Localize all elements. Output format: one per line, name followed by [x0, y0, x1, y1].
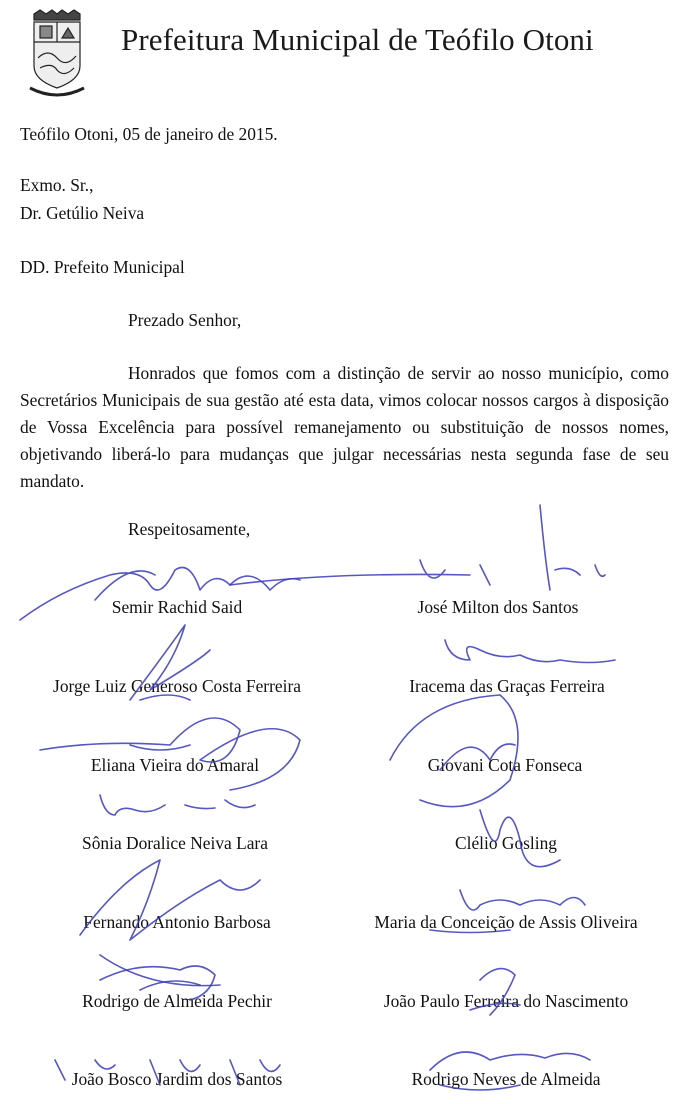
signatory-name: João Paulo Ferreira do Nascimento	[383, 991, 629, 1011]
signatory-name: Rodrigo de Almeida Pechir	[82, 991, 272, 1011]
signature-eliana	[40, 718, 300, 790]
signatory-name: Eliana Vieira do Amaral	[90, 755, 260, 775]
signatory-name: Rodrigo Neves de Almeida	[411, 1069, 601, 1089]
signatory-name: José Milton dos Santos	[417, 597, 579, 617]
signatory-name: Clélio Gosling	[455, 833, 557, 853]
letter-body: Honrados que fomos com a distinção de servir ao nosso município, como Secretários Municipais de sua gestão até esta data, vimos colocar nossos cargos à disposição de Vossa Excelência para possível remanejamento ou substituição de nossos nomes, objetivando liberá-lo para mudanças que julgar necessárias nesta segunda fase de seu mandato.	[20, 363, 669, 491]
signatory-name: Maria da Conceição de Assis Oliveira	[374, 912, 638, 932]
signatory-name: João Bosco Jardim dos Santos	[71, 1069, 283, 1089]
signature-sonia	[100, 795, 255, 815]
municipal-coat-of-arms-icon	[26, 8, 88, 100]
recipient-name: Dr. Getúlio Neiva	[20, 203, 145, 223]
signatory-name: Fernando Antonio Barbosa	[83, 912, 271, 932]
signature-iracema	[445, 640, 615, 663]
organization-title: Prefeitura Municipal de Teófilo Otoni	[121, 22, 594, 57]
signatory-name: Giovani Cota Fonseca	[427, 755, 583, 775]
signatory-name: Sônia Doralice Neiva Lara	[82, 833, 268, 853]
closing: Respeitosamente,	[128, 519, 251, 539]
recipient-title: DD. Prefeito Municipal	[20, 257, 185, 277]
signatory-name: Semir Rachid Said	[111, 597, 243, 617]
signature-giovani	[390, 695, 518, 807]
signatory-name: Jorge Luiz Generoso Costa Ferreira	[53, 676, 301, 696]
place-date: Teófilo Otoni, 05 de janeiro de 2015.	[20, 124, 278, 144]
signatory-name: Iracema das Graças Ferreira	[409, 676, 605, 696]
greeting: Prezado Senhor,	[128, 310, 242, 330]
signature-jose-milton	[230, 505, 605, 590]
recipient-salutation: Exmo. Sr.,	[20, 175, 94, 195]
